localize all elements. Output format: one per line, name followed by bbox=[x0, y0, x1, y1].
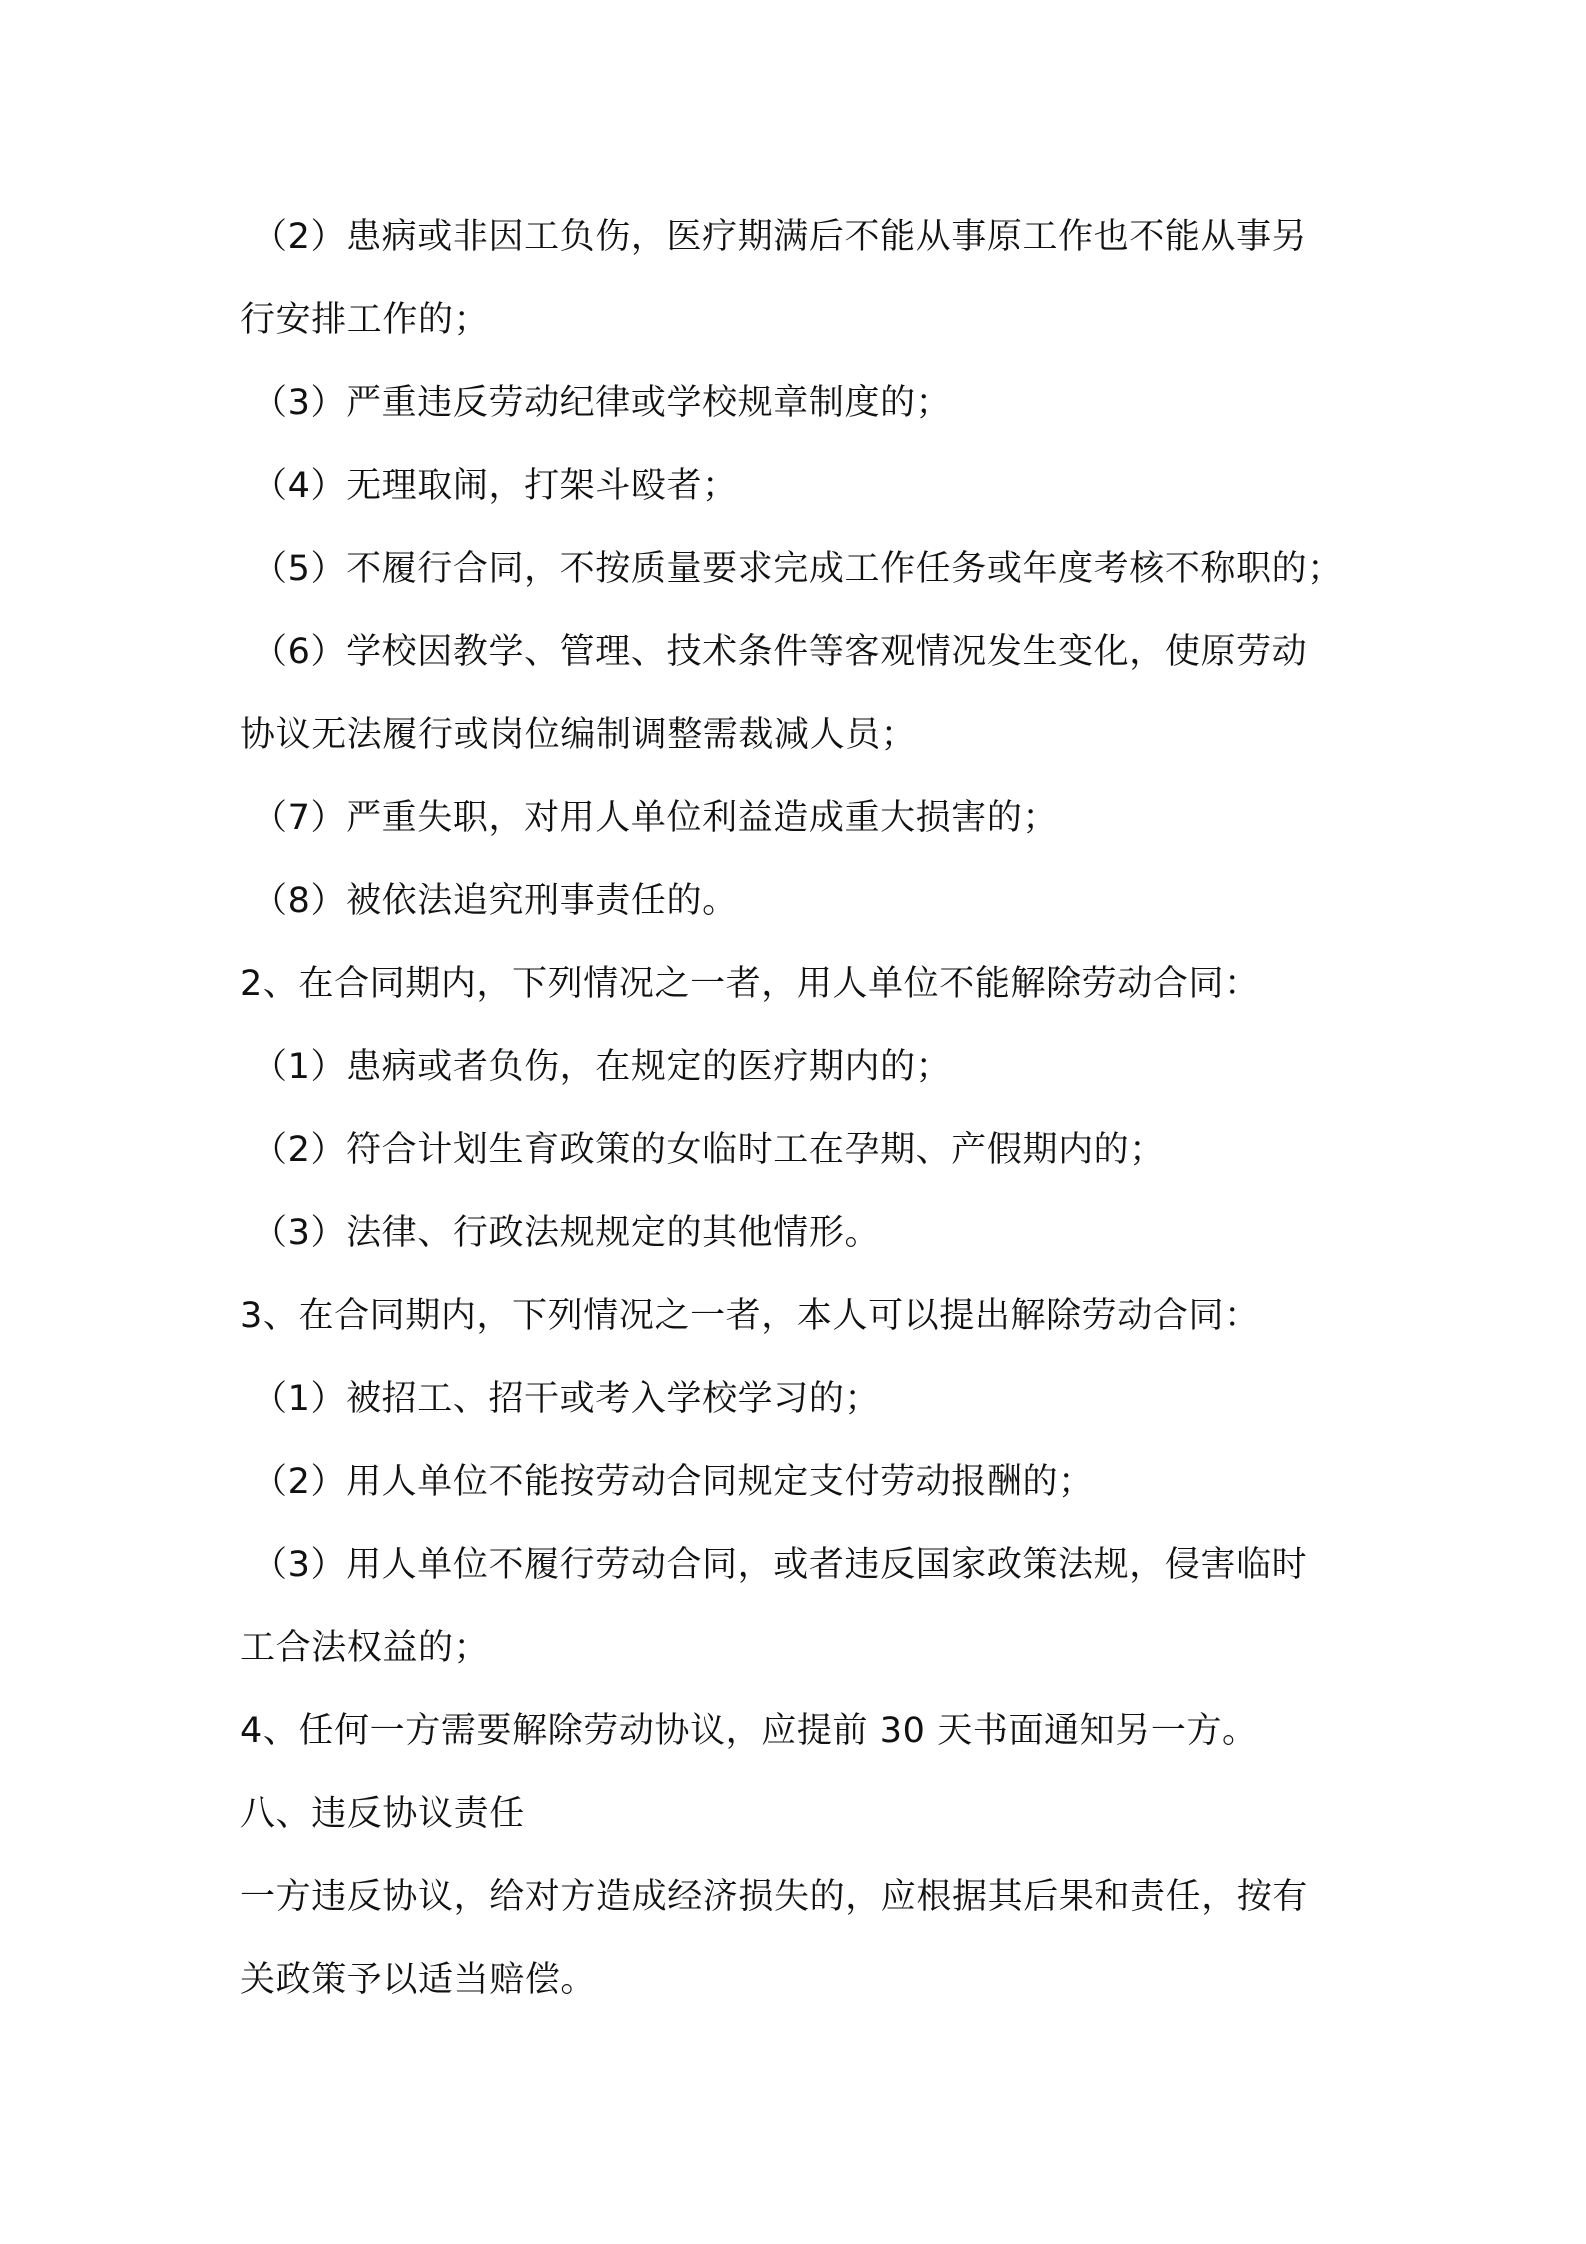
paragraph-line: 一方违反协议，给对方造成经济损失的，应根据其后果和责任，按有 bbox=[240, 1877, 1309, 1917]
clause-line: （5）不履行合同，不按质量要求完成工作任务或年度考核不称职的； bbox=[252, 549, 1343, 589]
section-heading: 八、违反协议责任 bbox=[240, 1794, 525, 1834]
clause-line: （3）严重违反劳动纪律或学校规章制度的； bbox=[252, 383, 952, 423]
clause-line: （1）被招工、招干或考入学校学习的； bbox=[252, 1379, 881, 1419]
clause-line-continuation: 协议无法履行或岗位编制调整需裁减人员； bbox=[240, 715, 917, 755]
clause-line: （2）患病或非因工负伤，医疗期满后不能从事原工作也不能从事另 bbox=[252, 217, 1308, 257]
clause-line: （6）学校因教学、管理、技术条件等客观情况发生变化，使原劳动 bbox=[252, 632, 1308, 672]
clause-line: （4）无理取闹，打架斗殴者； bbox=[252, 466, 738, 506]
clause-line: （1）患病或者负伤，在规定的医疗期内的； bbox=[252, 1047, 952, 1087]
paragraph-line: 关政策予以适当赔偿。 bbox=[240, 1960, 597, 2000]
clause-line: （8）被依法追究刑事责任的。 bbox=[252, 881, 738, 921]
clause-line: （2）符合计划生育政策的女临时工在孕期、产假期内的； bbox=[252, 1130, 1165, 1170]
clause-line: （3）法律、行政法规规定的其他情形。 bbox=[252, 1213, 881, 1253]
document-page bbox=[240, 196, 1360, 2022]
clause-line: （3）用人单位不履行劳动合同，或者违反国家政策法规，侵害临时 bbox=[252, 1545, 1308, 1585]
clause-line: （2）用人单位不能按劳动合同规定支付劳动报酬的； bbox=[252, 1462, 1094, 1502]
clause-line-continuation: 工合法权益的； bbox=[240, 1628, 490, 1668]
numbered-item: 4、任何一方需要解除劳动协议，应提前 30 天书面通知另一方。 bbox=[240, 1711, 1258, 1751]
numbered-item: 3、在合同期内，下列情况之一者，本人可以提出解除劳动合同： bbox=[240, 1296, 1260, 1336]
clause-line: （7）严重失职，对用人单位利益造成重大损害的； bbox=[252, 798, 1059, 838]
numbered-item: 2、在合同期内，下列情况之一者，用人单位不能解除劳动合同： bbox=[240, 964, 1260, 1004]
clause-line-continuation: 行安排工作的； bbox=[240, 300, 490, 340]
